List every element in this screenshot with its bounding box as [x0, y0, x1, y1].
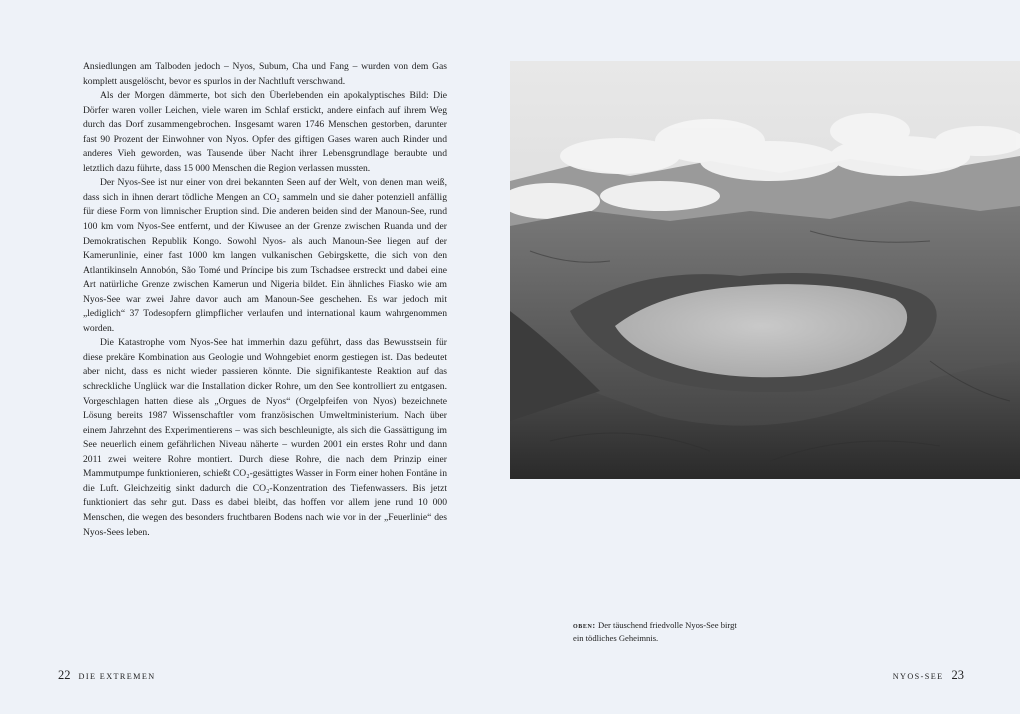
folio-left [58, 668, 164, 683]
lake-photo-illustration [510, 61, 1020, 479]
body-paragraph: Der Nyos-See ist nur einer von drei bekannten Seen auf der Welt, von denen man weiß, dass sich in ihnen derart tödliche Mengen an CO₂ sammeln und sie daher potenziell anfällig für diese Form von limnischer Eruption sind. Die anderen beiden sind der Manoun-See, rund 100 km vom Nyos-See entfernt, und der Kiwusee an der Grenze zwischen Ruanda und der Demokratischen Republik Kongo. Sowohl Nyos- als auch Manoun-See liegen auf der Kamerunlinie, einer fast 1000 km langen vulkanischen Gebirgskette, die sich von den Atlantikinseln Annobón, São Tomé und Príncipe bis zum Tschadsee erstreckt und dabei eine Art natürliche Grenze zwischen Kamerun und Nigeria bildet. Ein ähnliches Fiasko wie am Nyos-See war zwei Jahre davor auch am Manoun-See geschehen. Es war jedoch mit „lediglich“ 37 Todesopfern glimpflicher verlaufen und international kaum wahrgenommen worden. [83, 177, 447, 334]
running-head-left: DIE EXTREMEN [78, 672, 156, 681]
lake-nyos-photo [510, 61, 1020, 479]
folio-right [885, 668, 964, 683]
running-head-right: NYOS-SEE [892, 672, 944, 681]
body-paragraph: Die Katastrophe vom Nyos-See hat immerhin dazu geführt, dass das Bewusstsein für diese prekäre Kombination aus Geologie und Wohngebiet enorm gestiegen ist. Das bedeutet aber nicht, dass es nicht wieder passieren könnte. Die signifikanteste Reaktion auf das schreckliche Unglück war die Installation dicker Rohre, um den See kontrolliert zu entgasen. Vorgeschlagen hatten diese als „Orgues de Nyos“ (Orgelpfeifen von Nyos) bezeichnete Lösung bereits 1987 Wissenschaftler vom französischen Umweltministerium. Nach über einem Jahrzehnt des Experimentierens – was sich beschleunigte, als sich die Gassättigung im See neuerlich einem gefährlichen Niveau näherte – wurden 2001 ein erstes Rohr und dann 2011 zwei weitere Rohre montiert. Durch diese Rohre, die nach dem Prinzip einer Mammutpumpe funktionieren, schießt CO₂-gesättigtes Wasser in Form einer hohen Fontäne in die Luft. Gleichzeitig sinkt dadurch die CO₂-Konzentration des Tiefenwassers. Bis jetzt funktioniert das sehr gut. Dass es dabei bleibt, das hoffen vor allem jene rund 10 000 Menschen, die wegen des besonders fruchtbaren Bodens nach wie vor in der „Feuerlinie“ des Nyos-Sees leben. [83, 337, 447, 538]
page-number-left: 22 [58, 668, 71, 682]
photo-caption [573, 619, 743, 644]
caption-text: Der täuschend friedvolle Nyos-See birgt ein tödliches Geheimnis. [573, 620, 737, 643]
body-paragraph: Als der Morgen dämmerte, bot sich den Überlebenden ein apokalyptisches Bild: Die Dörfer waren voller Leichen, viele waren im Schlaf erstickt, andere einfach auf ihrem Weg durch das Dorf zusammengebrochen. Insgesamt waren 1746 Menschen gestorben, darunter fast 90 Prozent der Einwohner von Nyos. Opfer des giftigen Gases waren auch Rinder und anderes Vieh geworden, was Tausende über Nacht ihrer Lebensgrundlage beraubte und letztlich dazu führte, dass 15 000 Menschen die Region verlassen mussten. [83, 90, 447, 174]
page-number-right: 23 [951, 668, 964, 682]
body-text-column [83, 60, 447, 540]
caption-lead: oben: [573, 620, 596, 630]
body-paragraph: Ansiedlungen am Talboden jedoch – Nyos, Subum, Cha und Fang – wurden von dem Gas komplett ausgelöscht, bevor es spurlos in der Nachtluft verschwand. [83, 61, 447, 87]
